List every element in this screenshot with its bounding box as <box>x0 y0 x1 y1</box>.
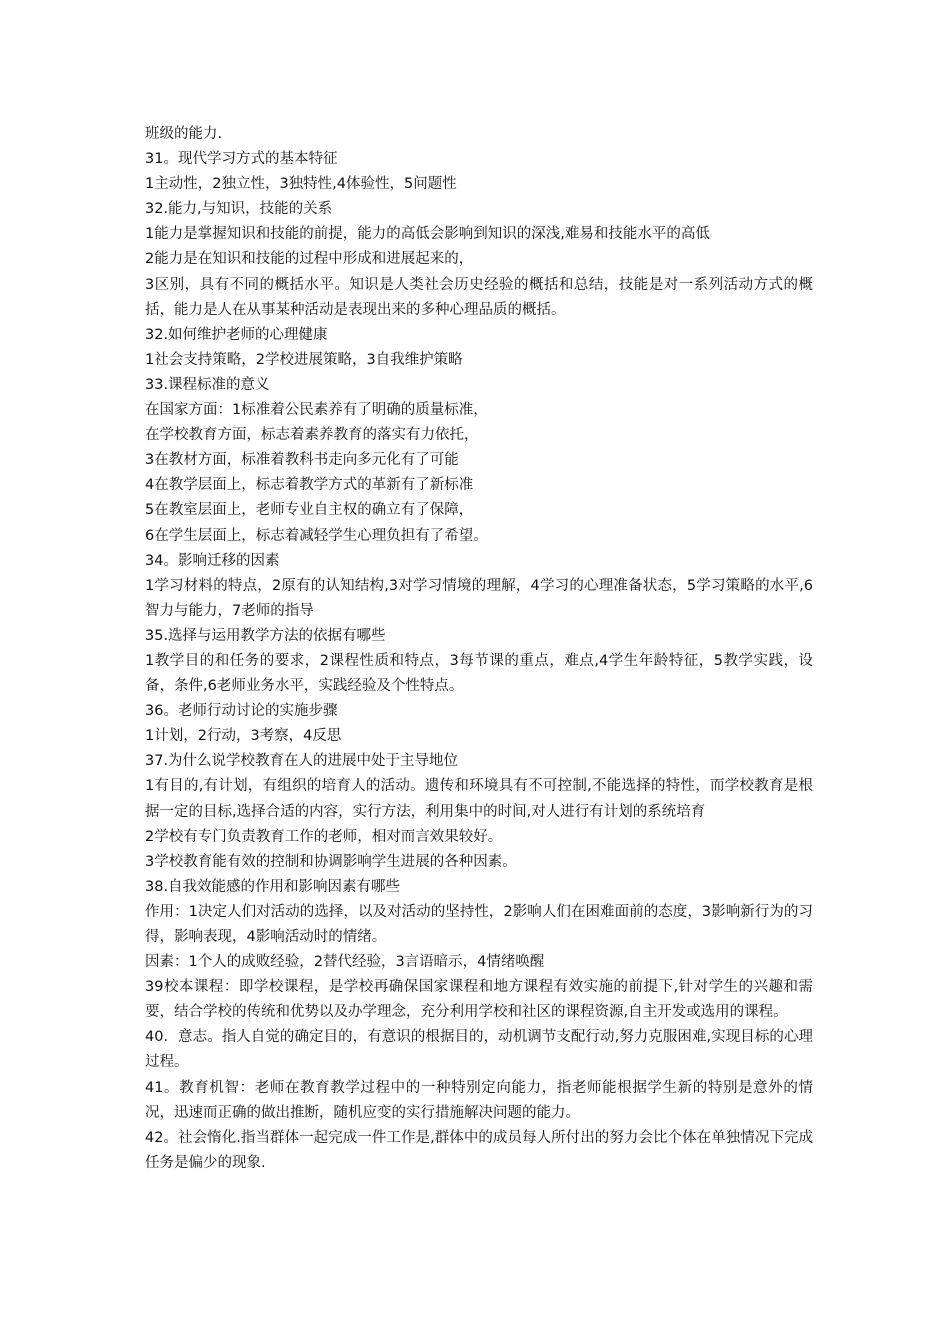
text-paragraph: 1社会支持策略，2学校进展策略，3自我维护策略 <box>145 351 463 368</box>
text-paragraph: 2学校有专门负责教育工作的老师，相对而言效果较好。 <box>145 828 503 845</box>
section-heading: 35.选择与运用教学方法的依据有哪些 <box>145 627 386 644</box>
text-paragraph: 41。教育机智：老师在教育教学过程中的一种特别定向能力，指老师能根据学生新的特别是意外的情况，迅速而正确的做出推断，随机应变的实行措施解决问题的能力。 <box>145 1079 813 1121</box>
text-paragraph: 1教学目的和任务的要求，2课程性质和特点，3每节课的重点，难点,4学生年龄特征，5教学实践，设备，条件,6老师业务水平，实践经验及个性特点。 <box>145 652 813 695</box>
text-paragraph: 39校本课程：即学校课程，是学校再确保国家课程和地方课程有效实施的前提下,针对学生的兴趣和需要，结合学校的传统和优势以及办学理念，充分利用学校和社区的课程资源,自主开发或选用的课程。 <box>145 979 813 1021</box>
text-paragraph: 1主动性，2独立性，3独特性,4体验性，5问题性 <box>145 176 457 193</box>
text-paragraph: 5在教室层面上，老师专业自主权的确立有了保障， <box>145 502 474 519</box>
text-paragraph: 1有目的,有计划，有组织的培育人的活动。遗传和环境具有不可控制,不能选择的特性，而学校教育是根据一定的目标,选择合适的内容，实行方法，利用集中的时间,对人进行有计划的系统培育 <box>145 778 813 820</box>
section-heading: 31。现代学习方式的基本特征 <box>145 151 338 168</box>
section-heading: 33.课程标准的意义 <box>145 376 270 393</box>
section-heading: 38.自我效能感的作用和影响因素有哪些 <box>145 878 401 895</box>
text-paragraph: 1计划，2行动，3考察，4反思 <box>145 728 342 745</box>
text-paragraph: 42。社会惰化.指当群体一起完成一件工作是,群体中的成员每人所付出的努力会比个体在单独情况下完成任务是偏少的现象. <box>145 1129 813 1171</box>
text-paragraph: 3学校教育能有效的控制和协调影响学生进展的各种因素。 <box>145 853 517 870</box>
text-paragraph: 在国家方面：1标准着公民素养有了明确的质量标准， <box>145 402 488 419</box>
text-paragraph: 3区别，具有不同的概括水平。知识是人类社会历史经验的概括和总结，技能是对一系列活动方式的概括，能力是人在从事某种活动是表现出来的多种心理品质的概括。 <box>145 276 813 318</box>
text-paragraph: 因素：1个人的成败经验，2替代经验，3言语暗示，4情绪唤醒 <box>145 954 545 971</box>
document-page <box>145 122 813 1176</box>
section-heading: 32.能力,与知识，技能的关系 <box>145 201 333 218</box>
text-paragraph: 3在教材方面，标准着教科书走向多元化有了可能 <box>145 452 459 469</box>
section-heading: 36。老师行动讨论的实施步骤 <box>145 703 338 720</box>
text-paragraph: 1学习材料的特点，2原有的认知结构,3对学习情境的理解，4学习的心理准备状态，5学习策略的水平,6智力与能力，7老师的指导 <box>145 577 813 619</box>
section-heading: 37.为什么说学校教育在人的进展中处于主导地位 <box>145 753 459 770</box>
section-heading: 34。影响迁移的因素 <box>145 552 280 569</box>
text-paragraph: 2能力是在知识和技能的过程中形成和进展起来的， <box>145 251 474 268</box>
text-paragraph: 4在教学层面上，标志着教学方式的革新有了新标准 <box>145 477 474 494</box>
section-heading: 32.如何维护老师的心理健康 <box>145 326 328 343</box>
text-paragraph: 1能力是掌握知识和技能的前提，能力的高低会影响到知识的深浅,难易和技能水平的高低 <box>145 226 710 243</box>
text-paragraph: 40．意志。指人自觉的确定目的，有意识的根据目的，动机调节支配行动,努力克服困难,实现目标的心理过程。 <box>145 1029 813 1071</box>
text-paragraph: 班级的能力. <box>145 126 223 142</box>
text-paragraph: 在学校教育方面，标志着素养教育的落实有力依托， <box>145 427 479 444</box>
text-paragraph: 作用：1决定人们对活动的选择，以及对活动的坚持性，2影响人们在困难面前的态度，3影响新行为的习得，影响表现，4影响活动时的情绪。 <box>145 903 813 945</box>
text-paragraph: 6在学生层面上，标志着减轻学生心理负担有了希望。 <box>145 527 488 544</box>
